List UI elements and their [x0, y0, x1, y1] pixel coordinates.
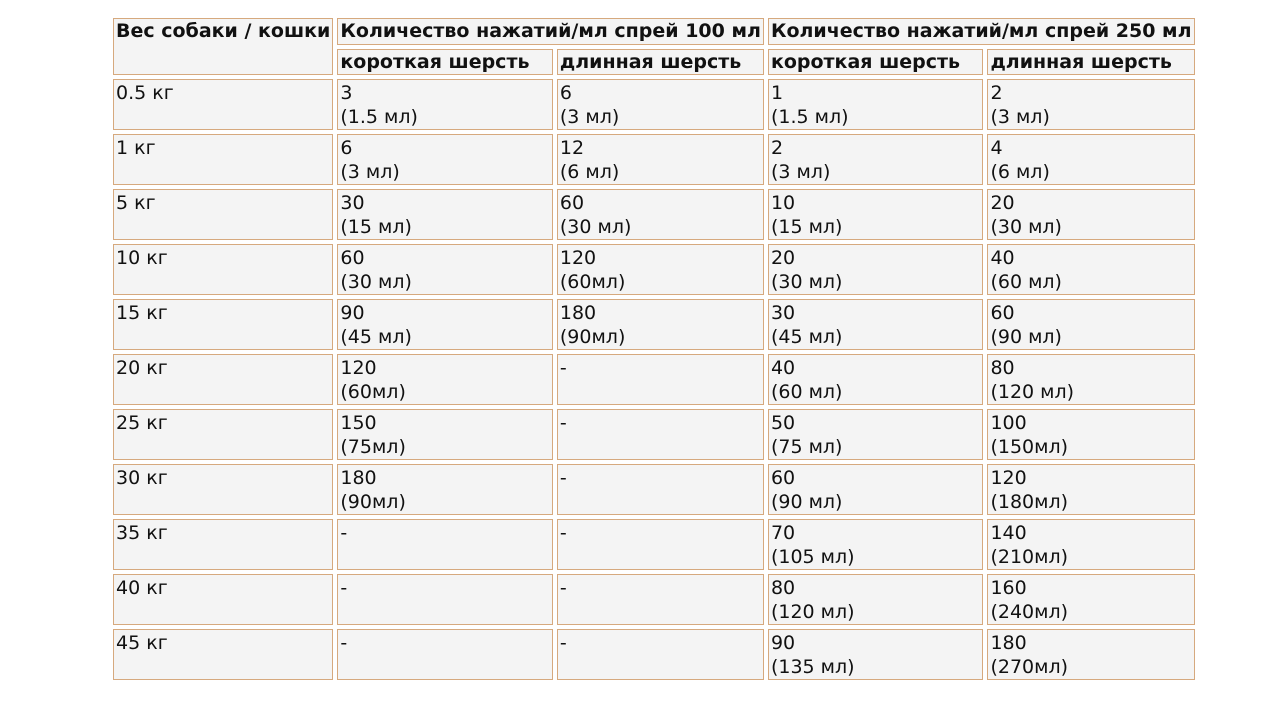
- ml-value: (30 мл): [340, 271, 412, 293]
- ml-value: (3 мл): [340, 161, 400, 183]
- ml-value: (1.5 мл): [340, 106, 418, 128]
- presses-value: -: [559, 522, 567, 544]
- short-hair-100-cell: [337, 464, 553, 515]
- short-hair-100-cell: [337, 79, 553, 130]
- presses-value: 60: [559, 192, 585, 214]
- presses-value: -: [559, 632, 567, 654]
- weight-cell: 30 кг: [113, 464, 333, 515]
- presses-value: 60: [770, 467, 796, 489]
- short-hair-250-cell: [768, 134, 984, 185]
- weight-cell: 10 кг: [113, 244, 333, 295]
- presses-value: -: [340, 632, 348, 654]
- table-row: [113, 409, 1195, 460]
- presses-value: 20: [770, 247, 796, 269]
- ml-value: (30 мл): [770, 271, 843, 293]
- presses-value: 150: [340, 412, 377, 434]
- ml-value: (45 мл): [340, 326, 412, 348]
- long-hair-250-cell: [987, 189, 1194, 240]
- ml-value: (135 мл): [770, 656, 855, 678]
- long-hair-100-cell: [557, 519, 764, 570]
- short-hair-250-cell: [768, 574, 984, 625]
- ml-value: (210мл): [990, 546, 1069, 568]
- ml-value: (60мл): [559, 271, 626, 293]
- presses-value: 100: [990, 412, 1027, 434]
- short-hair-250-cell: [768, 299, 984, 350]
- short-hair-100-cell: [337, 629, 553, 680]
- presses-value: 1: [770, 82, 784, 104]
- weight-cell: 45 кг: [113, 629, 333, 680]
- presses-value: 2: [770, 137, 784, 159]
- dosage-table-container: [113, 14, 1199, 684]
- presses-value: 50: [770, 412, 796, 434]
- weight-cell: 5 кг: [113, 189, 333, 240]
- short-hair-250-cell: [768, 354, 984, 405]
- presses-value: -: [340, 577, 348, 599]
- presses-value: 40: [990, 247, 1015, 269]
- table-row: [113, 574, 1195, 625]
- table-row: [113, 79, 1195, 130]
- ml-value: (15 мл): [770, 216, 843, 238]
- ml-value: (1.5 мл): [770, 106, 849, 128]
- table-row: [113, 354, 1195, 405]
- long-hair-100-cell: [557, 354, 764, 405]
- long-hair-100-cell: [557, 79, 764, 130]
- ml-value: (270мл): [990, 656, 1069, 678]
- presses-value: 120: [990, 467, 1027, 489]
- ml-value: (3 мл): [990, 106, 1050, 128]
- header-row-top: [113, 18, 1195, 45]
- presses-value: 20: [990, 192, 1015, 214]
- ml-value: (90 мл): [770, 491, 843, 513]
- short-hair-100-cell: [337, 519, 553, 570]
- weight-cell: 25 кг: [113, 409, 333, 460]
- weight-cell: 0.5 кг: [113, 79, 333, 130]
- header-spray-100: Количество нажатий/мл спрей 100 мл: [337, 18, 764, 45]
- presses-value: 6: [340, 137, 353, 159]
- ml-value: (75мл): [340, 436, 406, 458]
- header-short-hair-100: короткая шерсть: [337, 49, 553, 75]
- long-hair-100-cell: [557, 134, 764, 185]
- ml-value: (6 мл): [559, 161, 620, 183]
- header-short-hair-250: короткая шерсть: [768, 49, 984, 75]
- presses-value: 180: [990, 632, 1027, 654]
- ml-value: (120 мл): [990, 381, 1075, 403]
- short-hair-250-cell: [768, 79, 984, 130]
- short-hair-100-cell: [337, 409, 553, 460]
- presses-value: 30: [340, 192, 365, 214]
- short-hair-250-cell: [768, 519, 984, 570]
- long-hair-100-cell: [557, 629, 764, 680]
- long-hair-100-cell: [557, 244, 764, 295]
- presses-value: -: [340, 522, 348, 544]
- ml-value: (30 мл): [559, 216, 632, 238]
- short-hair-100-cell: [337, 574, 553, 625]
- ml-value: (150мл): [990, 436, 1069, 458]
- short-hair-100-cell: [337, 134, 553, 185]
- ml-value: (105 мл): [770, 546, 855, 568]
- presses-value: 70: [770, 522, 796, 544]
- presses-value: 4: [990, 137, 1003, 159]
- presses-value: 2: [990, 82, 1003, 104]
- weight-cell: 35 кг: [113, 519, 333, 570]
- presses-value: 140: [990, 522, 1027, 544]
- table-row: [113, 299, 1195, 350]
- short-hair-250-cell: [768, 189, 984, 240]
- short-hair-250-cell: [768, 629, 984, 680]
- long-hair-250-cell: [987, 299, 1194, 350]
- long-hair-250-cell: [987, 519, 1194, 570]
- weight-cell: 15 кг: [113, 299, 333, 350]
- long-hair-250-cell: [987, 409, 1194, 460]
- ml-value: (3 мл): [559, 106, 620, 128]
- presses-value: 160: [990, 577, 1027, 599]
- table-row: [113, 519, 1195, 570]
- long-hair-250-cell: [987, 79, 1194, 130]
- ml-value: (240мл): [990, 601, 1069, 623]
- ml-value: (30 мл): [990, 216, 1062, 238]
- ml-value: (60мл): [340, 381, 406, 403]
- presses-value: 180: [559, 302, 597, 324]
- ml-value: (60 мл): [990, 271, 1062, 293]
- presses-value: 6: [559, 82, 572, 104]
- table-body: [113, 79, 1195, 680]
- short-hair-100-cell: [337, 244, 553, 295]
- long-hair-100-cell: [557, 574, 764, 625]
- table-header: [113, 18, 1195, 75]
- presses-value: -: [559, 577, 567, 599]
- long-hair-250-cell: [987, 354, 1194, 405]
- presses-value: 60: [340, 247, 365, 269]
- long-hair-250-cell: [987, 629, 1194, 680]
- ml-value: (90мл): [559, 326, 626, 348]
- long-hair-250-cell: [987, 464, 1194, 515]
- presses-value: 30: [770, 302, 796, 324]
- ml-value: (90мл): [340, 491, 406, 513]
- long-hair-100-cell: [557, 409, 764, 460]
- presses-value: 120: [340, 357, 377, 379]
- header-long-hair-250: длинная шерсть: [987, 49, 1194, 75]
- ml-value: (60 мл): [770, 381, 843, 403]
- table-row: [113, 134, 1195, 185]
- weight-cell: 1 кг: [113, 134, 333, 185]
- ml-value: (6 мл): [990, 161, 1050, 183]
- long-hair-250-cell: [987, 244, 1194, 295]
- presses-value: -: [559, 357, 567, 379]
- header-spray-250: Количество нажатий/мл спрей 250 мл: [768, 18, 1195, 45]
- long-hair-100-cell: [557, 464, 764, 515]
- dosage-table: [109, 14, 1199, 684]
- long-hair-250-cell: [987, 574, 1194, 625]
- presses-value: 90: [770, 632, 796, 654]
- table-row: [113, 629, 1195, 680]
- header-weight: Вес собаки / кошки: [113, 18, 333, 75]
- presses-value: 12: [559, 137, 585, 159]
- weight-cell: 40 кг: [113, 574, 333, 625]
- ml-value: (75 мл): [770, 436, 843, 458]
- presses-value: -: [559, 412, 567, 434]
- presses-value: 90: [340, 302, 365, 324]
- ml-value: (180мл): [990, 491, 1069, 513]
- presses-value: 40: [770, 357, 796, 379]
- long-hair-100-cell: [557, 189, 764, 240]
- short-hair-100-cell: [337, 354, 553, 405]
- long-hair-250-cell: [987, 134, 1194, 185]
- weight-cell: 20 кг: [113, 354, 333, 405]
- presses-value: 80: [770, 577, 796, 599]
- presses-value: 80: [990, 357, 1015, 379]
- table-row: [113, 189, 1195, 240]
- presses-value: -: [559, 467, 567, 489]
- header-long-hair-100: длинная шерсть: [557, 49, 764, 75]
- short-hair-100-cell: [337, 189, 553, 240]
- short-hair-100-cell: [337, 299, 553, 350]
- presses-value: 120: [559, 247, 597, 269]
- ml-value: (90 мл): [990, 326, 1062, 348]
- long-hair-100-cell: [557, 299, 764, 350]
- ml-value: (15 мл): [340, 216, 412, 238]
- presses-value: 10: [770, 192, 796, 214]
- short-hair-250-cell: [768, 409, 984, 460]
- ml-value: (3 мл): [770, 161, 831, 183]
- short-hair-250-cell: [768, 244, 984, 295]
- ml-value: (120 мл): [770, 601, 855, 623]
- presses-value: 60: [990, 302, 1015, 324]
- presses-value: 180: [340, 467, 377, 489]
- table-row: [113, 464, 1195, 515]
- presses-value: 3: [340, 82, 353, 104]
- ml-value: (45 мл): [770, 326, 843, 348]
- short-hair-250-cell: [768, 464, 984, 515]
- table-row: [113, 244, 1195, 295]
